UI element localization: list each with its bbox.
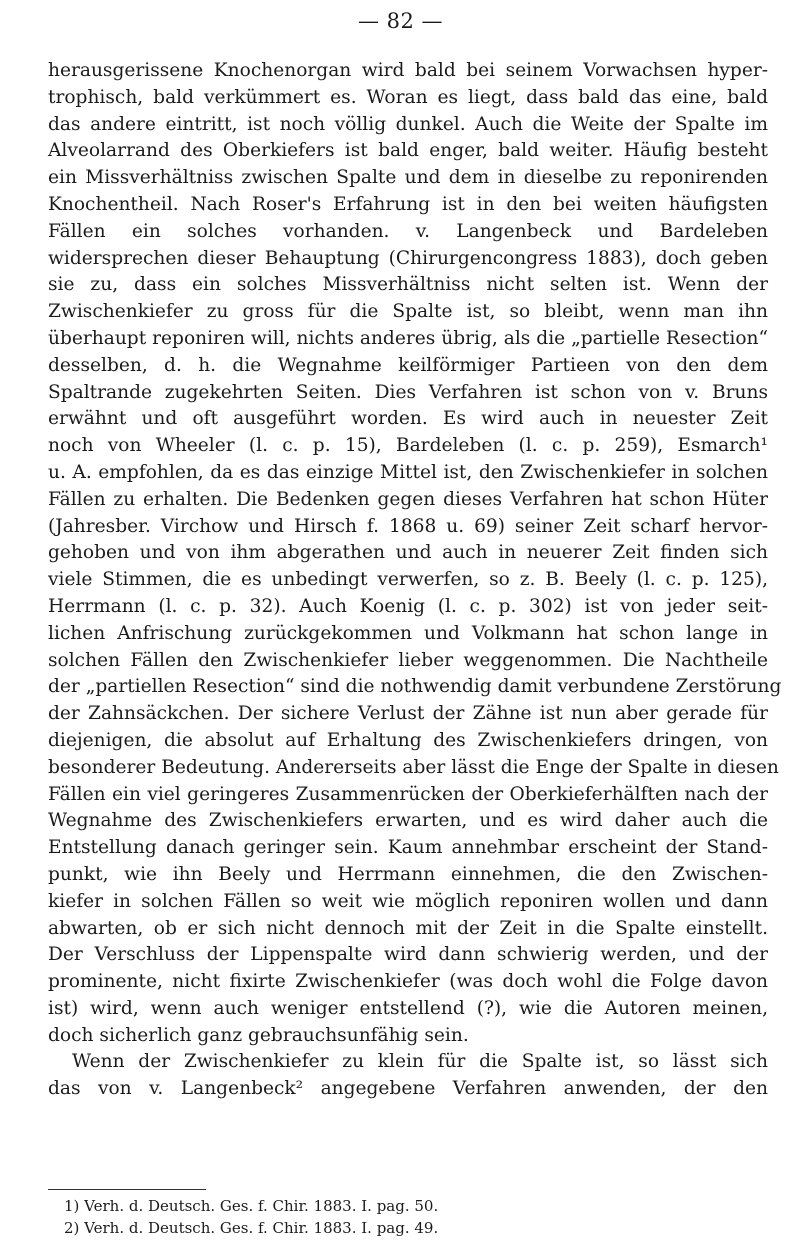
text-line: Spaltrande zugekehrten Seiten. Dies Verfahren ist schon von v. Bruns <box>48 381 768 403</box>
text-line: lichen Anfrischung zurückgekommen und Volkmann hat schon lange in <box>48 622 768 644</box>
text-line: diejenigen, die absolut auf Erhaltung des Zwischenkiefers dringen, von <box>48 729 768 751</box>
text-line: herausgerissene Knochenorgan wird bald bei seinem Vorwachsen hyper- <box>48 60 768 81</box>
page-number: — 82 — <box>357 9 444 33</box>
footnote: 1) Verh. d. Deutsch. Ges. f. Chir. 1883. I. pag. 50. <box>64 1197 439 1215</box>
text-line: (Jahresber. Virchow und Hirsch f. 1868 u. 69) seiner Zeit scharf hervor- <box>48 515 768 537</box>
text-line: Herrmann (l. c. p. 32). Auch Koenig (l. c. p. 302) ist von jeder seit- <box>48 595 768 617</box>
text-line: abwarten, ob er sich nicht dennoch mit der Zeit in die Spalte einstellt. <box>48 917 768 939</box>
text-line: punkt, wie ihn Beely und Herrmann einnehmen, die den Zwischen- <box>48 863 768 885</box>
text-line: erwähnt und oft ausgeführt worden. Es wird auch in neuester Zeit <box>48 408 768 430</box>
text-line: noch von Wheeler (l. c. p. 15), Bardeleben (l. c. p. 259), Esmarch¹ <box>48 435 768 457</box>
text-line: Fällen ein solches vorhanden. v. Langenbeck und Bardeleben <box>48 220 768 242</box>
text-line: der Zahnsäckchen. Der sichere Verlust der Zähne ist nun aber gerade für <box>48 703 768 725</box>
text-line: trophisch, bald verkümmert es. Woran es liegt, dass bald das eine, bald <box>48 86 768 108</box>
text-line: desselben, d. h. die Wegnahme keilförmiger Partieen von den dem <box>48 354 768 376</box>
text-line: Fällen zu erhalten. Die Bedenken gegen dieses Verfahren hat schon Hüter <box>48 488 768 510</box>
text-line: das andere eintritt, ist noch völlig dunkel. Auch die Weite der Spalte im <box>48 113 768 135</box>
text-line: solchen Fällen den Zwischenkiefer lieber weggenommen. Die Nachtheile <box>48 649 768 671</box>
text-line: prominente, nicht fixirte Zwischenkiefer (was doch wohl die Folge davon <box>48 971 768 993</box>
text-line: widersprechen dieser Behauptung (Chirurgencongress 1883), doch geben <box>48 247 768 269</box>
text-line: der „partiellen Resection“ sind die nothwendig damit verbundene Zerstörung <box>48 676 782 698</box>
footnote-divider <box>48 1189 206 1190</box>
footnote: 2) Verh. d. Deutsch. Ges. f. Chir. 1883. I. pag. 49. <box>64 1219 439 1237</box>
text-line: Fällen ein viel geringeres Zusammenrücken der Oberkieferhälften nach der <box>48 783 768 805</box>
text-line: ist) wird, wenn auch weniger entstellend (?), wie die Autoren meinen, <box>48 997 768 1019</box>
text-line: doch sicherlich ganz gebrauchsunfähig sein. <box>48 1024 469 1046</box>
body-text <box>48 58 782 1103</box>
text-line: u. A. empfohlen, da es das einzige Mittel ist, den Zwischenkiefer in solchen <box>48 461 768 483</box>
text-line: Wegnahme des Zwischenkiefers erwarten, und es wird daher auch die <box>48 810 768 832</box>
text-line: sie zu, dass ein solches Missverhältniss nicht selten ist. Wenn der <box>48 274 768 296</box>
text-line: das von v. Langenbeck² angegebene Verfahren anwenden, der den <box>48 1078 768 1100</box>
text-line: Zwischenkiefer zu gross für die Spalte ist, so bleibt, wenn man ihn <box>48 301 768 323</box>
text-line: Knochentheil. Nach Roser's Erfahrung ist in den bei weiten häufigsten <box>48 193 768 215</box>
text-line: kiefer in solchen Fällen so weit wie möglich reponiren wollen und dann <box>48 890 768 912</box>
text-line: besonderer Bedeutung. Andererseits aber lässt die Enge der Spalte in diesen <box>48 756 779 778</box>
text-line: Entstellung danach geringer sein. Kaum annehmbar erscheint der Stand- <box>48 837 768 859</box>
text-line: gehoben und von ihm abgerathen und auch in neuerer Zeit finden sich <box>48 542 768 564</box>
text-line: ein Missverhältniss zwischen Spalte und dem in dieselbe zu reponirenden <box>48 167 768 189</box>
text-line: Wenn der Zwischenkiefer zu klein für die Spalte ist, so lässt sich <box>72 1051 768 1073</box>
text-line: viele Stimmen, die es unbedingt verwerfen, so z. B. Beely (l. c. p. 125), <box>48 569 768 591</box>
text-line: Der Verschluss der Lippenspalte wird dann schwierig werden, und der <box>48 944 768 966</box>
text-line: Alveolarrand des Oberkiefers ist bald enger, bald weiter. Häufig besteht <box>48 140 768 162</box>
text-line: überhaupt reponiren will, nichts anderes übrig, als die „partielle Resection“ <box>48 327 768 349</box>
footnotes <box>64 1195 714 1239</box>
